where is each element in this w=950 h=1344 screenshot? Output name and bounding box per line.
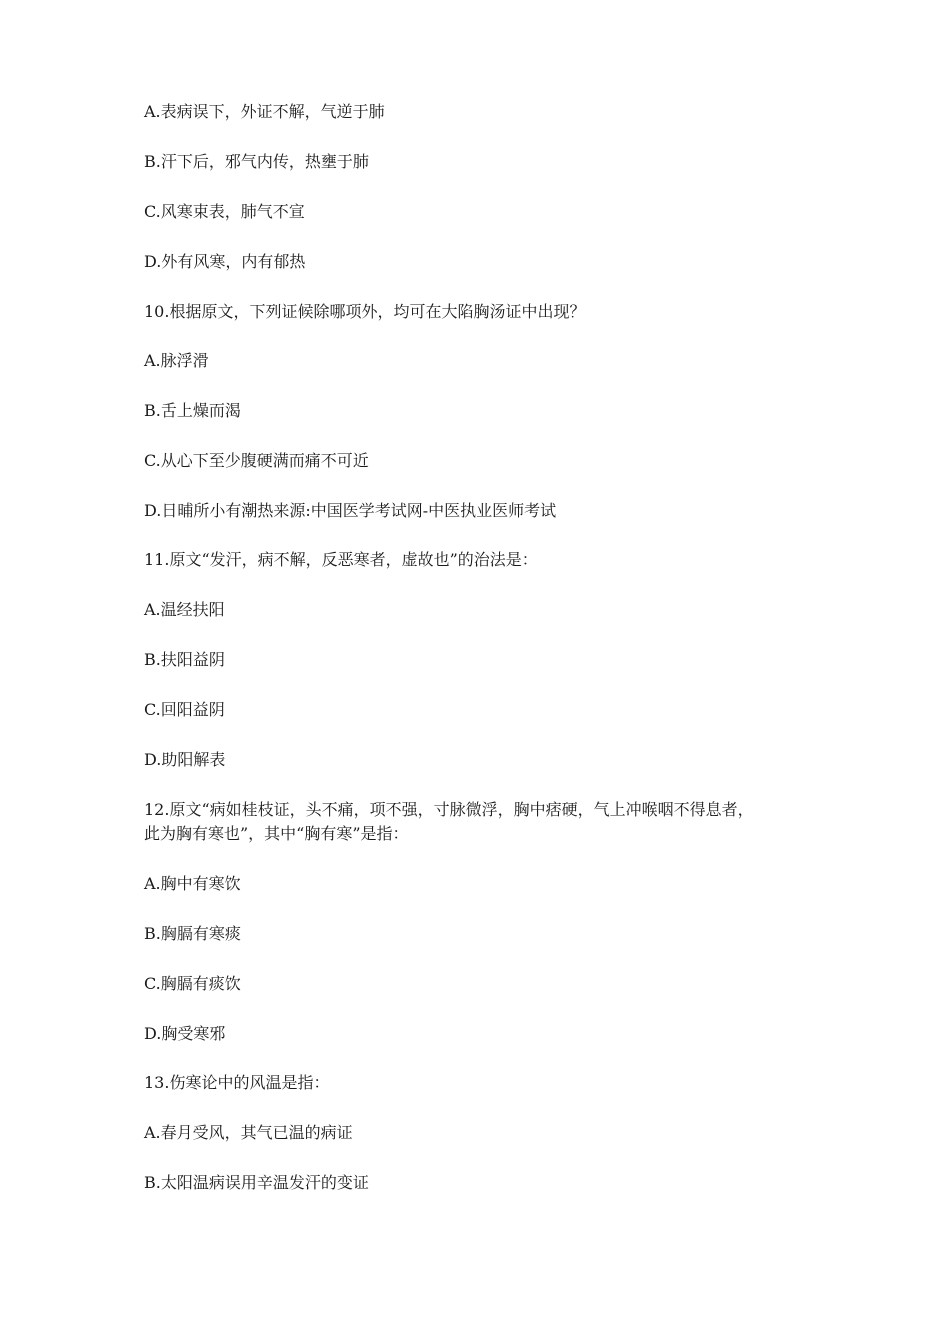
question-10: 10.根据原文，下列证候除哪项外，均可在大陷胸汤证中出现？ [144, 302, 586, 321]
option-a: A.胸中有寒饮 [144, 874, 241, 893]
option-b: B.扶阳益阴 [144, 650, 225, 669]
question-13: 13.伤寒论中的风温是指： [144, 1073, 330, 1092]
option-a: A.表病误下，外证不解，气逆于肺 [144, 102, 385, 121]
option-c: C.从心下至少腹硬满而痛不可近 [144, 451, 369, 470]
option-b: B.汗下后，邪气内传，热壅于肺 [144, 152, 369, 171]
option-b: B.太阳温病误用辛温发汗的变证 [144, 1173, 369, 1192]
option-b: B.胸膈有寒痰 [144, 924, 241, 943]
option-a: A.脉浮滑 [144, 351, 209, 370]
option-a: A.温经扶阳 [144, 600, 225, 619]
option-c: C.回阳益阴 [144, 700, 225, 719]
option-b: B.舌上燥而渴 [144, 401, 241, 420]
option-d: D.助阳解表 [144, 750, 226, 769]
option-c: C.胸膈有痰饮 [144, 974, 241, 993]
option-a: A.春月受风，其气已温的病证 [144, 1123, 353, 1142]
option-d: D.胸受寒邪 [144, 1024, 226, 1043]
option-d: D.日晡所小有潮热来源:中国医学考试网-中医执业医师考试 [144, 501, 557, 520]
question-11: 11.原文“发汗，病不解，反恶寒者，虚故也”的治法是： [144, 550, 538, 569]
question-12-line-2: 此为胸有寒也”，其中“胸有寒”是指： [144, 824, 409, 843]
question-12-line-1: 12.原文“病如桂枝证，头不痛，项不强，寸脉微浮，胸中痞硬，气上冲喉咽不得息者， [144, 800, 754, 819]
option-c: C.风寒束表，肺气不宣 [144, 202, 305, 221]
option-d: D.外有风寒，内有郁热 [144, 252, 306, 271]
